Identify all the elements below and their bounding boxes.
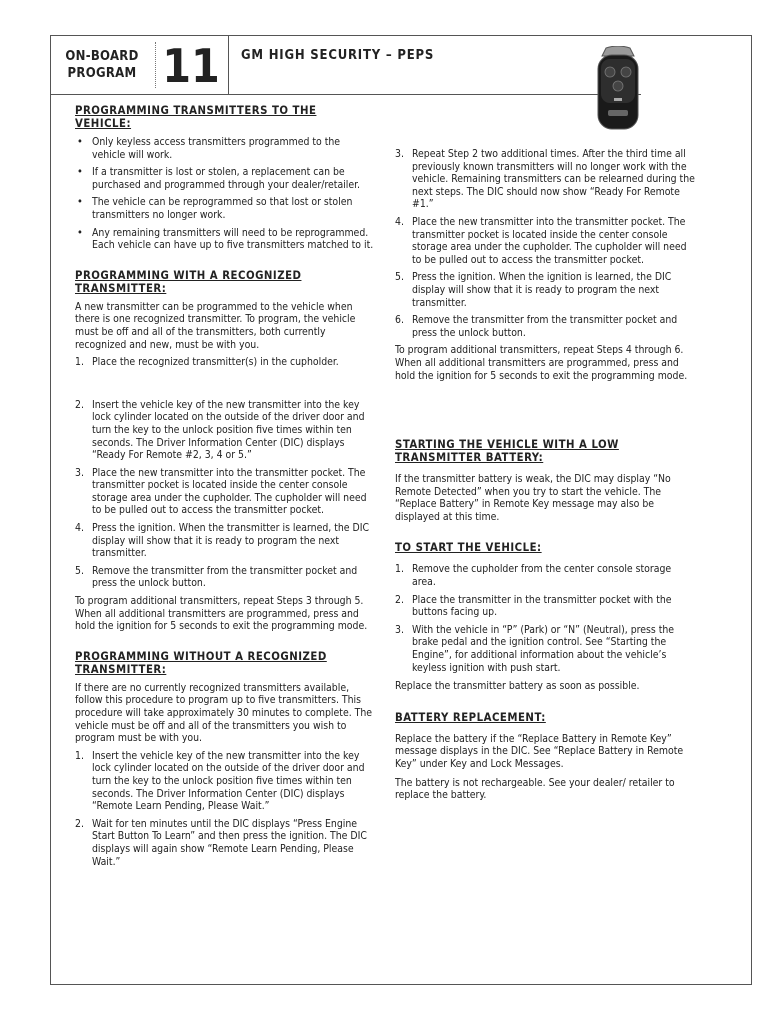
program-label: ON-BOARD PROGRAM — [65, 49, 139, 81]
paragraph: Replace the battery if the “Replace Battery in Remote Key” message displays in the DIC. See “Replace Battery in Remote Key” under Key and Lock Messages. — [395, 732, 684, 770]
heading-programming-transmitters: PROGRAMMING TRANSMITTERS TO THE VEHICLE: — [75, 104, 317, 130]
program-label-box — [51, 36, 153, 94]
list-item: 3. Repeat Step 2 two additional times. After the third time all previously known transmitters will no longer work with the vehicle. Remaining transmitters can be relearned during the next steps. The DIC should now show “Ready For Remote #1.” — [395, 148, 695, 211]
list-item: 5. Press the ignition. When the ignition is learned, the DIC display will show that it is ready to program the next transmitter. — [395, 271, 672, 309]
paragraph: A new transmitter can be programmed to the vehicle when there is one recognized transmitter. To program, the vehicle must be off and all of the transmitters, both currently recognized and new, must be with you. — [75, 300, 356, 351]
section-number: 11 — [162, 39, 220, 93]
page-title: GM HIGH SECURITY – PEPS — [241, 48, 435, 63]
page-header — [51, 36, 641, 95]
list-item: 2. Insert the vehicle key of the new transmitter into the key lock cylinder located on the outside of the driver door and turn the key to the unlock position five times within ten seconds. The Driver Information Center (DIC) displays “Ready For Remote #2, 3, 4 or 5.” — [75, 398, 365, 462]
header-divider — [228, 36, 229, 94]
heading-with-recognized: PROGRAMMING WITH A RECOGNIZED TRANSMITTER: — [75, 268, 302, 295]
heading-start-vehicle: TO START THE VEHICLE: — [395, 541, 542, 555]
paragraph: If there are no currently recognized transmitters available, follow this procedure to program up to five transmitters. This procedure will take approximately 30 minutes to complete. The vehicle must be off and all of the transmitters you wish to program must be with you. — [75, 681, 373, 745]
steps-list — [395, 148, 695, 339]
list-item: 3. Place the new transmitter into the transmitter pocket. The transmitter pocket is located inside the center console storage area under the cupholder. The cupholder will need to be pulled out to access the transmitter pocket. — [75, 466, 367, 517]
page-frame — [50, 35, 752, 985]
paragraph: The battery is not rechargeable. See your dealer/ retailer to replace the battery. — [395, 776, 675, 802]
key-fob-image — [594, 46, 642, 130]
heading-battery-replacement: BATTERY REPLACEMENT: — [395, 710, 546, 724]
list-item: 5. Remove the transmitter from the transmitter pocket and press the unlock button. — [75, 564, 358, 590]
list-item: • If a transmitter is lost or stolen, a replacement can be purchased and programmed through your dealer/retailer. — [75, 166, 375, 191]
list-item: 1. Remove the cupholder from the center console storage area. — [395, 563, 672, 589]
right-column — [395, 148, 695, 802]
paragraph: To program additional transmitters, repeat Steps 3 through 5. When all additional transmitters are programmed, press and hold the ignition for 5 seconds to exit the programming mode. — [75, 595, 368, 633]
steps-list — [395, 563, 695, 674]
steps-list — [75, 356, 375, 590]
list-item: • The vehicle can be reprogrammed so that lost or stolen transmitters no longer work. — [75, 196, 375, 221]
list-item: • Only keyless access transmitters programmed to the vehicle will work. — [75, 136, 375, 161]
list-item: 6. Remove the transmitter from the transmitter pocket and press the unlock button. — [395, 314, 678, 339]
list-item: 4. Press the ignition. When the transmitter is learned, the DIC display will show that it is ready to program the next transmitter. — [75, 522, 370, 560]
heading-without-recognized: PROGRAMMING WITHOUT A RECOGNIZED TRANSMITTER: — [75, 649, 327, 676]
bullet-list — [75, 136, 375, 252]
list-item: 2. Wait for ten minutes until the DIC displays “Press Engine Start Button To Learn” and then press the ignition. The DIC displays will again show “Remote Learn Pending, Please Wait.” — [75, 817, 367, 868]
list-item: 1. Place the recognized transmitter(s) in the cupholder. — [75, 356, 339, 369]
list-item: 3. With the vehicle in “P” (Park) or “N” (Neutral), press the brake pedal and the ignition control. See “Starting the Engine”, for additional information about the vehicle’s keyless ignition with push start. — [395, 623, 675, 674]
paragraph: If the transmitter battery is weak, the DIC may display “No Remote Detected” when you try to start the vehicle. The “Replace Battery” in Remote Key message may also be displayed at this time. — [395, 473, 671, 523]
dotted-divider — [155, 42, 156, 88]
heading-low-battery: STARTING THE VEHICLE WITH A LOW TRANSMITTER BATTERY: — [395, 438, 619, 465]
list-item: • Any remaining transmitters will need to be reprogrammed. Each vehicle can have up to five transmitters matched to it. — [75, 227, 375, 252]
list-item: 4. Place the new transmitter into the transmitter pocket. The transmitter pocket is located inside the center console storage area under the cupholder. The cupholder will need to be pulled out to access the transmitter pocket. — [395, 215, 687, 266]
paragraph: To program additional transmitters, repeat Steps 4 through 6. When all additional transmitters are programmed, press and hold the ignition for 5 seconds to exit the programming mode. — [395, 344, 688, 382]
paragraph: Replace the transmitter battery as soon as possible. — [395, 680, 640, 693]
left-column — [75, 104, 375, 868]
list-item: 2. Place the transmitter in the transmitter pocket with the buttons facing up. — [395, 593, 672, 619]
list-item: 1. Insert the vehicle key of the new transmitter into the key lock cylinder located on the outside of the driver door and turn the key to the unlock position five times within ten seconds. The Driver Information Center (DIC) displays “Remote Learn Pending, Please Wait.” — [75, 749, 365, 813]
steps-list — [75, 750, 375, 868]
